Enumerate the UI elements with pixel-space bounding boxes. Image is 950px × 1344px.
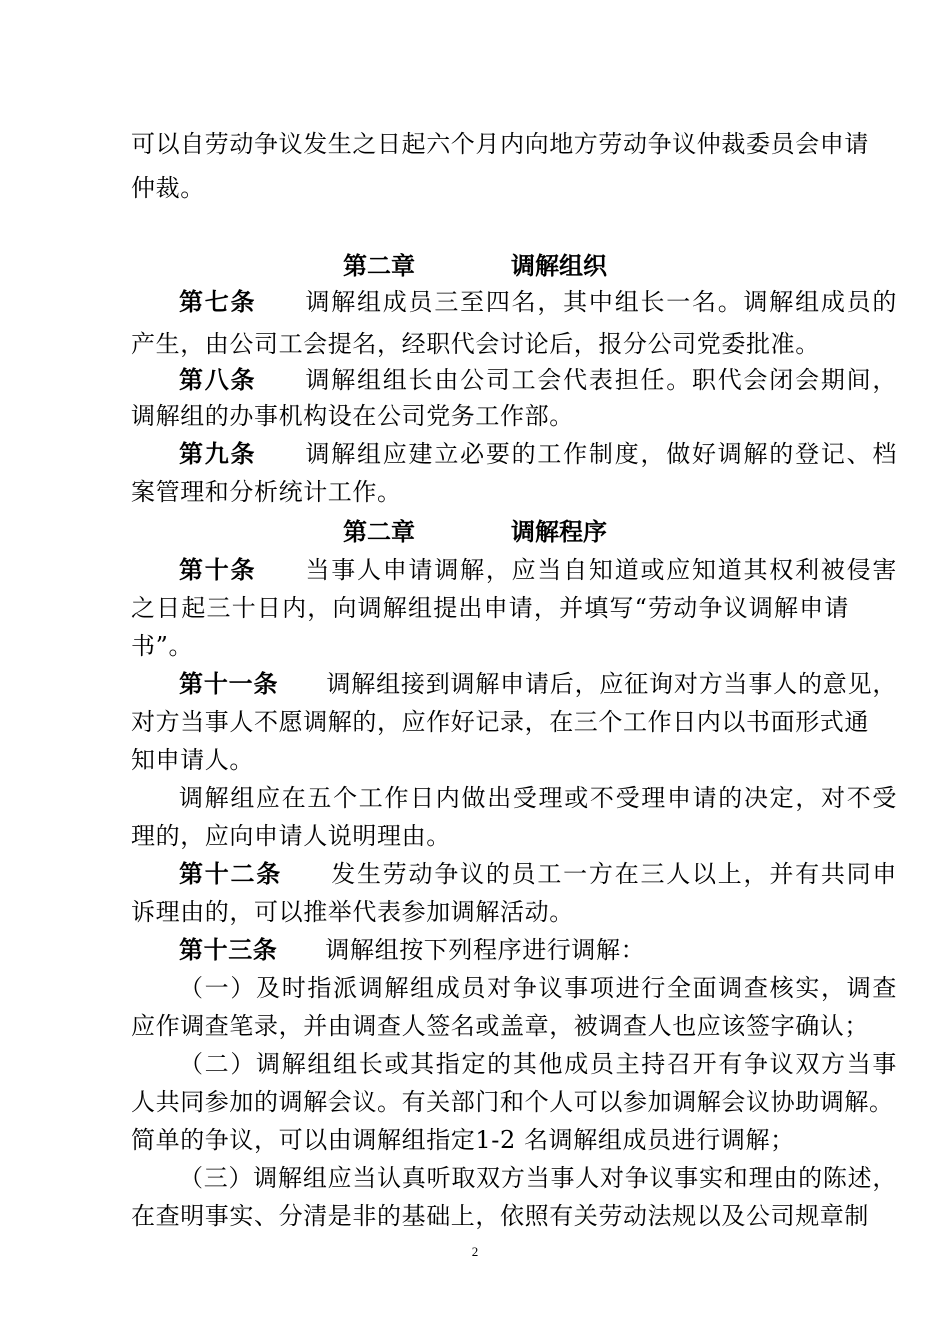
article-12: 第十二条 发生劳动争议的员工一方在三人以上，并有共同申 xyxy=(179,859,897,888)
article-label: 第十三条 xyxy=(179,935,278,964)
body-line: 产生，由公司工会提名，经职代会讨论后，报分公司党委批准。 xyxy=(131,330,820,358)
article-7: 第七条 调解组成员三至四名，其中组长一名。调解组成员的 xyxy=(179,287,897,316)
list-item: （二）调解组组长或其指定的其他成员主持召开有争议双方当事 xyxy=(179,1050,897,1078)
list-item: （一）及时指派调解组成员对争议事项进行全面调查核实，调查 xyxy=(179,974,897,1002)
body-line: 仲裁。 xyxy=(131,174,205,202)
page-number: 2 xyxy=(471,1244,479,1259)
article-label: 第七条 xyxy=(179,287,257,316)
article-label: 第十条 xyxy=(179,555,257,584)
article-label: 第十一条 xyxy=(179,669,279,698)
list-item: （三）调解组应当认真听取双方当事人对争议事实和理由的陈述， xyxy=(179,1164,897,1192)
chapter-heading xyxy=(0,514,950,550)
article-label: 第八条 xyxy=(179,365,257,394)
chapter-label: 第二章 xyxy=(343,251,415,280)
article-11: 第十一条 调解组接到调解申请后，应征询对方当事人的意见， xyxy=(179,669,897,698)
body-line: 在查明事实、分清是非的基础上，依照有关劳动法规以及公司规章制 xyxy=(131,1202,869,1230)
body-line: 调解组应在五个工作日内做出受理或不受理申请的决定，对不受 xyxy=(179,784,897,812)
article-9: 第九条 调解组应建立必要的工作制度，做好调解的登记、档 xyxy=(179,439,897,468)
body-line: 书”。 xyxy=(131,632,194,660)
body-line: 理的，应向申请人说明理由。 xyxy=(131,822,451,850)
article-label: 第十二条 xyxy=(179,859,283,888)
article-13: 第十三条 调解组按下列程序进行调解： xyxy=(179,935,646,964)
chapter-title: 调解程序 xyxy=(511,517,607,546)
article-10: 第十条 当事人申请调解，应当自知道或应知道其权利被侵害 xyxy=(179,555,897,584)
article-label: 第九条 xyxy=(179,439,257,468)
chapter-label: 第二章 xyxy=(343,517,415,546)
body-line: 对方当事人不愿调解的，应作好记录，在三个工作日内以书面形式通 xyxy=(131,708,869,736)
body-line: 案管理和分析统计工作。 xyxy=(131,478,402,506)
body-line: 诉理由的，可以推举代表参加调解活动。 xyxy=(131,898,574,926)
body-line: 应作调查笔录，并由调查人签名或盖章，被调查人也应该签字确认； xyxy=(131,1012,869,1040)
body-line: 可以自劳动争议发生之日起六个月内向地方劳动争议仲裁委员会申请 xyxy=(131,130,869,158)
chapter-title: 调解组织 xyxy=(511,251,607,280)
body-line: 简单的争议，可以由调解组指定1-2 名调解组成员进行调解； xyxy=(131,1126,795,1154)
body-line: 之日起三十日内，向调解组提出申请，并填写“劳动争议调解申请 xyxy=(131,594,849,622)
body-line: 知申请人。 xyxy=(131,746,254,774)
article-8: 第八条 调解组组长由公司工会代表担任。职代会闭会期间， xyxy=(179,365,897,394)
chapter-heading xyxy=(0,248,950,284)
body-line: 人共同参加的调解会议。有关部门和个人可以参加调解会议协助调解。 xyxy=(131,1088,894,1116)
body-line: 调解组的办事机构设在公司党务工作部。 xyxy=(131,402,574,430)
